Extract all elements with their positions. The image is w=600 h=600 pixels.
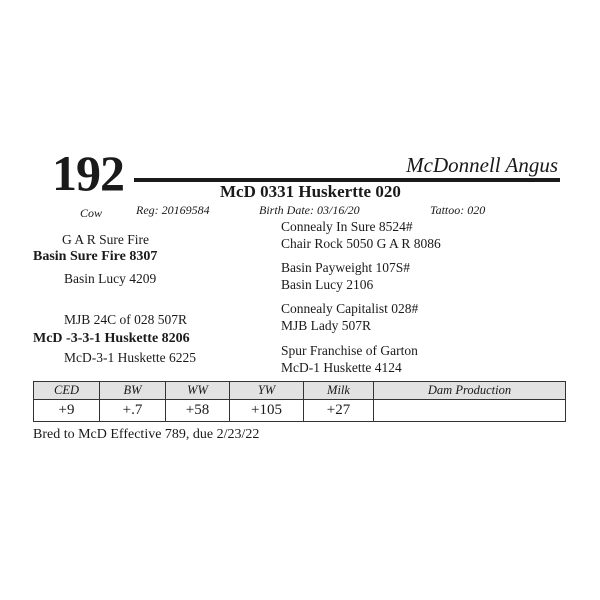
outer-ancestor: Connealy In Sure 8524# <box>281 219 413 234</box>
breeding-note: Bred to McD Effective 789, due 2/23/22 <box>33 427 260 442</box>
outer-ancestor: Basin Payweight 107S# <box>281 260 411 275</box>
epd-table <box>33 381 566 422</box>
outer-ancestor: Basin Lucy 2106 <box>281 277 374 292</box>
sire-dam: Basin Lucy 4209 <box>64 271 157 286</box>
registration-number: Reg: 20169584 <box>136 203 210 217</box>
epd-header-row <box>34 382 566 400</box>
outer-ancestor: McD-1 Huskette 4124 <box>281 360 402 375</box>
epd-header-dam-production: Dam Production <box>374 382 566 400</box>
epd-value-bw: +.7 <box>100 400 166 422</box>
epd-header-ww: WW <box>166 382 230 400</box>
outer-ancestor: Spur Franchise of Garton <box>281 343 418 358</box>
outer-ancestor: Connealy Capitalist 028# <box>281 301 419 316</box>
epd-value-row <box>34 400 566 422</box>
epd-value-ced: +9 <box>34 400 100 422</box>
sire-sire: G A R Sure Fire <box>62 232 150 247</box>
dam-name: McD -3-3-1 Huskette 8206 <box>33 331 190 346</box>
outer-ancestor: Chair Rock 5050 G A R 8086 <box>281 236 441 251</box>
lot-number: 192 <box>52 145 124 201</box>
epd-value-ww: +58 <box>166 400 230 422</box>
dam-sire: MJB 24C of 028 507R <box>64 312 188 327</box>
epd-value-yw: +105 <box>230 400 304 422</box>
epd-value-milk: +27 <box>304 400 374 422</box>
epd-header-milk: Milk <box>304 382 374 400</box>
outer-ancestor: MJB Lady 507R <box>281 318 372 333</box>
epd-header-ced: CED <box>34 382 100 400</box>
tattoo: Tattoo: 020 <box>430 203 486 217</box>
farm-name: McDonnell Angus <box>406 153 558 177</box>
animal-sex: Cow <box>80 206 103 220</box>
birth-date: Birth Date: 03/16/20 <box>259 203 360 217</box>
epd-header-yw: YW <box>230 382 304 400</box>
animal-name: McD 0331 Huskertte 020 <box>220 182 401 201</box>
epd-header-bw: BW <box>100 382 166 400</box>
dam-dam: McD-3-1 Huskette 6225 <box>64 350 196 365</box>
epd-value-dam-production <box>374 400 566 422</box>
sire-name: Basin Sure Fire 8307 <box>33 249 158 264</box>
